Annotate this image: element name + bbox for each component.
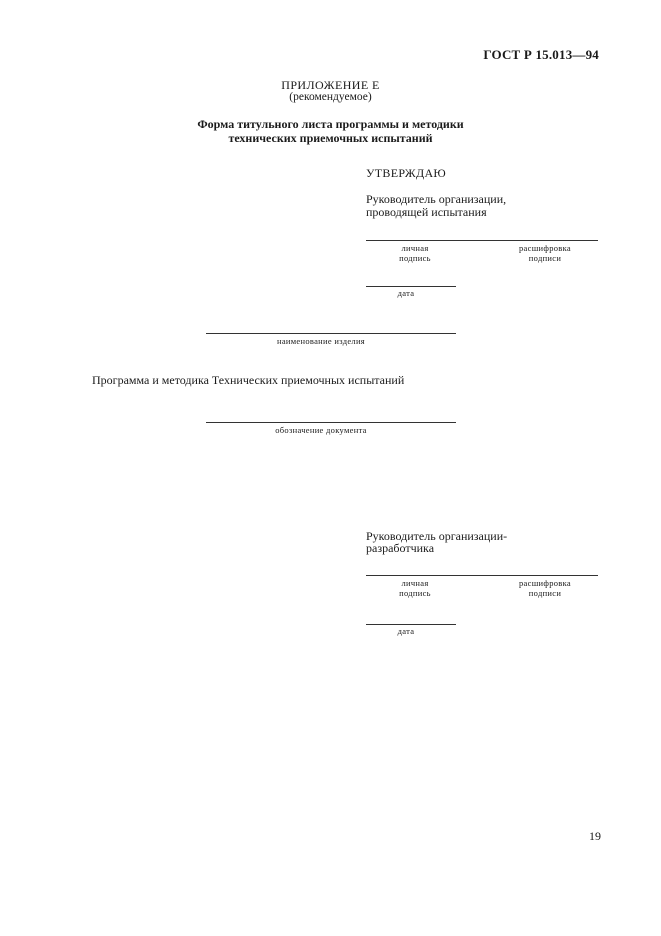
program-title: Программа и методика Технических приемочных испытаний [92, 373, 405, 387]
document-designation-line [206, 422, 456, 423]
developer-signature-label-2: подпись [399, 588, 431, 598]
developer-decode-label-2: подписи [528, 588, 562, 598]
approve-signature-label-2: подпись [399, 253, 431, 263]
appendix-note: (рекомендуемое) [289, 91, 372, 103]
page-number: 19 [589, 829, 601, 843]
approve-signature-label-1: личная [401, 243, 429, 253]
approve-decode-label-1: расшифровка [519, 243, 571, 253]
approve-signature-line [366, 240, 598, 241]
developer-decode-label-1: расшифровка [519, 578, 571, 588]
approve-date-line [366, 286, 456, 287]
appendix-title: ПРИЛОЖЕНИЕ Е [281, 78, 380, 92]
developer-role-line-2: разработчика [366, 541, 435, 555]
developer-signature-line [366, 575, 598, 576]
approve-decode-label-2: подписи [528, 253, 562, 263]
document-designation-label: обозначение документа [275, 425, 367, 435]
developer-role-line-1: Руководитель организации- [366, 529, 508, 543]
product-name-label: наименование изделия [276, 336, 366, 346]
form-title-line-1: Форма титульного листа программы и методики [197, 117, 464, 131]
form-title-line-2: технических приемочных испытаний [228, 131, 433, 145]
approve-role-line-2: проводящей испытания [366, 205, 487, 219]
developer-date-label: дата [397, 626, 415, 636]
product-name-line [206, 333, 456, 334]
standard-designation: ГОСТ Р 15.013—94 [483, 47, 599, 62]
approve-heading: УТВЕРЖДАЮ [366, 166, 447, 180]
developer-date-line [366, 624, 456, 625]
developer-signature-label-1: личная [401, 578, 429, 588]
approve-date-label: дата [397, 288, 415, 298]
approve-role-line-1: Руководитель организации, [366, 192, 507, 206]
